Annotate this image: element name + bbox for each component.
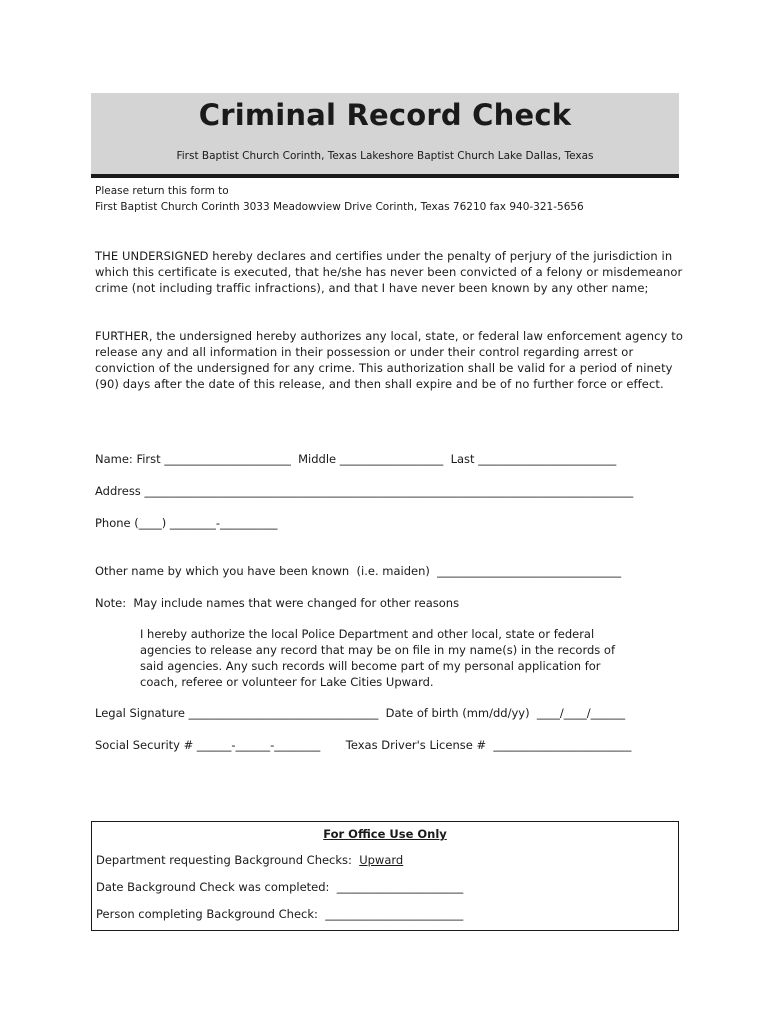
authorization-paragraph: FURTHER, the undersigned hereby authorizes any local, state, or federal law enforcement agency to release any and all information in their possession or under their control regarding arrest or conviction of the undersigned for any crime. This authorization shall be valid for a period of ninety (90) days after the date of this release, and then shall expire and be of no further force or effect.	[95, 329, 683, 391]
office-use-title: For Office Use Only	[323, 827, 447, 841]
declaration-paragraph: THE UNDERSIGNED hereby declares and certifies under the penalty of perjury of the jurisdiction in which this certificate is executed, that he/she has never been convicted of a felony or misdemeanor crime (not including traffic infractions), and that I have never been known by any other name;	[95, 249, 683, 295]
date-completed-field-line[interactable]: Date Background Check was completed: ______________________	[96, 880, 464, 894]
note-text: Note: May include names that were changed for other reasons	[95, 596, 460, 610]
department-label: Department requesting Background Checks:	[96, 853, 360, 867]
address-field-line[interactable]: Address _____________________________________________________________________________________	[95, 484, 634, 498]
other-name-field-line[interactable]: Other name by which you have been known (i.e. maiden) ________________________________	[95, 564, 622, 578]
return-instruction: Please return this form to	[95, 185, 229, 197]
name-field-line[interactable]: Name: First ______________________ Middle __________________ Last ________________________	[95, 452, 617, 466]
ssn-license-field-line[interactable]: Social Security # ______-______-________ Texas Driver's License # ________________________	[95, 738, 632, 752]
office-use-box	[91, 821, 679, 931]
return-address: First Baptist Church Corinth 3033 Meadowview Drive Corinth, Texas 76210 fax 940-321-5656	[95, 201, 584, 213]
form-subtitle: First Baptist Church Corinth, Texas Lakeshore Baptist Church Lake Dallas, Texas	[176, 150, 594, 162]
police-authorization-text: I hereby authorize the local Police Department and other local, state or federal agencies to release any record that may be on file in my name(s) in the records of said agencies. Any such records will become part of my personal application for coach, referee or volunteer for Lake Cities Upward.	[140, 627, 615, 689]
department-line	[96, 853, 403, 867]
department-value: Upward	[359, 853, 404, 867]
form-header	[91, 93, 679, 178]
return-address-block	[95, 183, 584, 215]
person-completing-field-line[interactable]: Person completing Background Check: ________________________	[96, 907, 464, 921]
phone-field-line[interactable]: Phone (____) ________-__________	[95, 516, 278, 530]
signature-dob-field-line[interactable]: Legal Signature _________________________________ Date of birth (mm/dd/yy) ____/____/______	[95, 706, 626, 720]
form-title: Criminal Record Check	[198, 98, 572, 132]
